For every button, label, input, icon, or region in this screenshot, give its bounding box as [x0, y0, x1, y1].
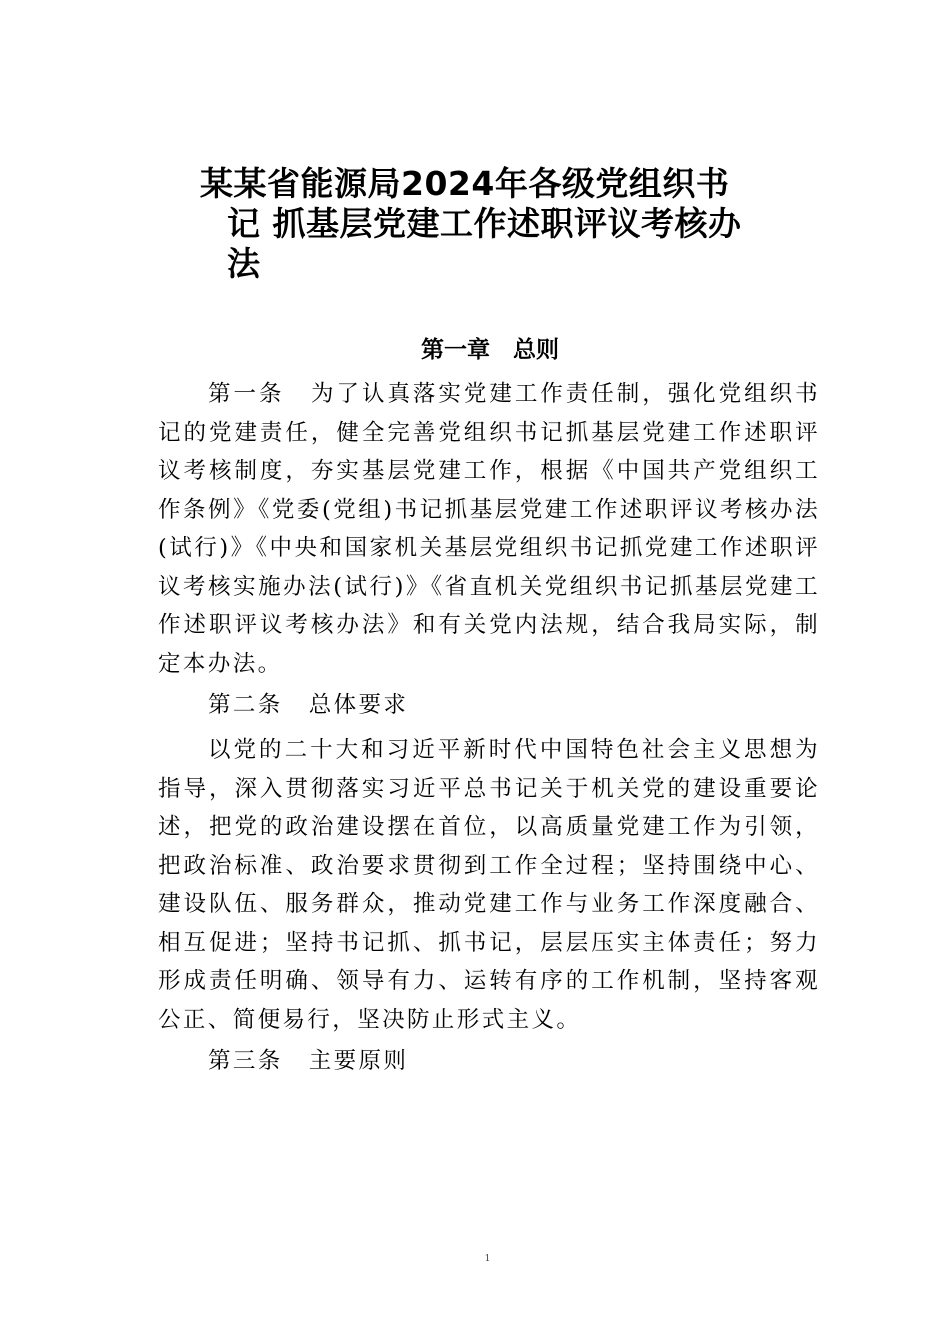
article-3-heading — [158, 1042, 820, 1081]
article-3-heading-text: 主要原则 — [308, 1048, 409, 1074]
page-number: 1 — [484, 1254, 491, 1264]
article-2-paragraph: 以党的二十大和习近平新时代中国特色社会主义思想为指导，深入贯彻落实习近平总书记关于机关党的建设重要论述，把党的政治建设摆在首位，以高质量党建工作为引领，把政治标准、政治要求贯彻到工作全过程；坚持围绕中心、建设队伍、服务群众，推动党建工作与业务工作深度融合、相互促进；坚持书记抓、抓书记，层层压实主体责任；努力形成责任明确、领导有力、运转有序的工作机制，坚持客观公正、简便易行，坚决防止形式主义。 — [158, 737, 820, 1033]
article-2-heading — [158, 686, 820, 725]
document-title — [200, 164, 770, 284]
article-1-label: 第一条 — [208, 381, 285, 407]
title-line-2: 记 抓基层党建工作述职评议考核办 — [227, 204, 742, 243]
article-2-label: 第二条 — [208, 692, 283, 718]
article-3-label: 第三条 — [208, 1048, 283, 1074]
article-2-heading-text: 总体要求 — [308, 692, 409, 718]
article-1-paragraph — [158, 375, 820, 683]
article-1-text: 为了认真落实党建工作责任制，强化党组织书记的党建责任，健全完善党组织书记抓基层党建工作述职评议考核制度，夯实基层党建工作，根据《中国共产党组织工作条例》《党委(党组)书记抓基层党建工作述职评议考核办法(试行)》《中央和国家机关基层党组织书记抓党建工作述职评议考核实施办法(试行)》《省直机关党组织书记抓基层党建工作述职评议考核办法》和有关党内法规，结合我局实际，制定本办法。 — [158, 381, 820, 677]
title-line-3: 法 — [227, 244, 261, 283]
chapter-heading: 第一章 总则 — [421, 337, 559, 363]
title-line-1: 某某省能源局2024年各级党组织书 — [200, 164, 730, 203]
